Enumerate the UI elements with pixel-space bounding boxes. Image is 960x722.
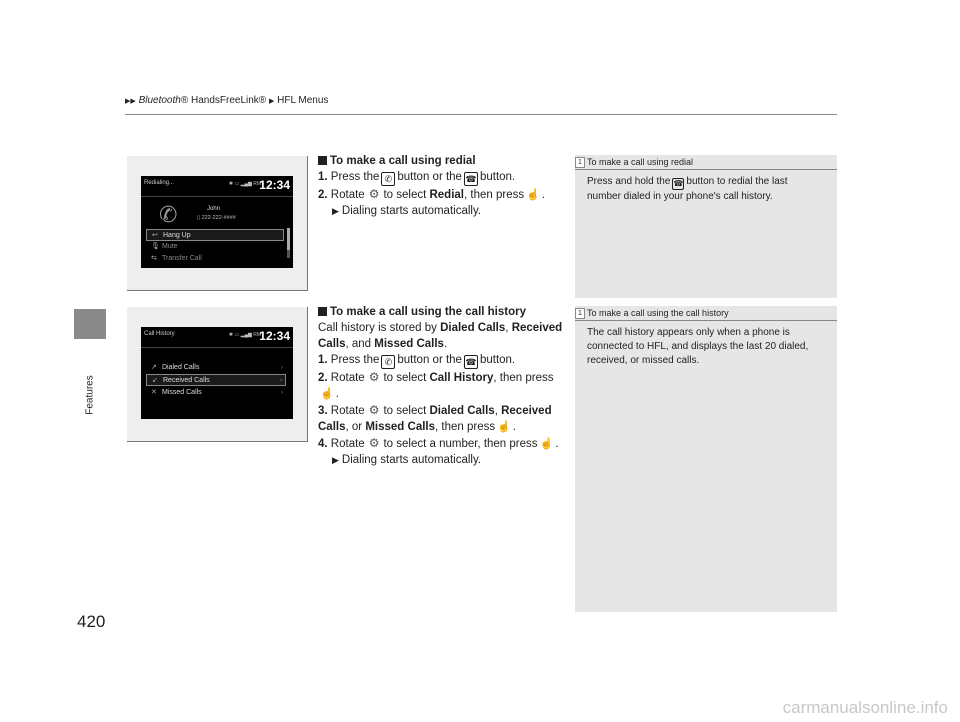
redial-screen: [141, 176, 293, 268]
selector-knob-rotate-icon: ⚙: [368, 403, 380, 417]
redial-result: ▶ Dialing starts automatically.: [332, 205, 482, 217]
breadcrumb: [125, 95, 328, 106]
call-history-screen: [141, 327, 293, 419]
section-tab-label: Features: [84, 375, 96, 415]
mobile-icon: ▯: [197, 215, 202, 221]
selector-knob-press-icon: ☝: [526, 189, 540, 201]
screen-title: Call History: [144, 331, 175, 337]
option-transfer-call[interactable]: [146, 253, 284, 265]
call-history-step-4: 4. Rotate ⚙ to select a number, then press ☝ .: [318, 436, 559, 450]
option-label: Received Calls: [163, 377, 210, 384]
call-history-note: [575, 306, 837, 612]
breadcrumb-bluetooth[interactable]: Bluetooth: [138, 95, 181, 106]
contact-number-text: 222-222-####: [201, 215, 236, 221]
missed-call-icon: ✕: [151, 389, 157, 396]
call-history-screenshot-frame: [127, 307, 308, 442]
chevron-right-icon: ›: [280, 378, 282, 384]
status-separator: [141, 347, 293, 348]
selector-knob-rotate-icon: ⚙: [368, 436, 380, 450]
breadcrumb-hfl[interactable]: ® HandsFreeLink®: [180, 95, 267, 106]
option-label: Hang Up: [163, 232, 191, 239]
call-history-instructions: [318, 304, 568, 468]
phone-button-icon: ☎: [673, 179, 684, 188]
mute-icon: 🎙: [151, 243, 160, 250]
bluetooth-signal-icon: ✱ ▭ ▂▄▆ RM: [228, 181, 261, 187]
option-label: Mute: [162, 243, 178, 250]
chevron-right-icon: ›: [281, 365, 283, 371]
watermark: carmanualsonline.info: [782, 698, 948, 717]
selector-knob-rotate-icon: ⚙: [368, 370, 380, 384]
dialed-call-icon: ↗: [151, 364, 157, 371]
call-history-step-3: 3. Rotate ⚙ to select Dialed Calls, Received Calls, or Missed Calls, then press ☝ .: [318, 403, 552, 433]
call-history-step-2: 2. Rotate ⚙ to select Call History, then press☝ .: [318, 370, 554, 400]
pick-up-button-icon: ✆: [381, 355, 395, 369]
selector-knob-press-icon: ☝: [320, 388, 334, 400]
scrollbar[interactable]: [287, 228, 290, 258]
screen-title: Redialing...: [144, 180, 175, 186]
redial-step-1: 1. Press the ✆ button or the ☎ button.: [318, 171, 516, 184]
pick-up-button-icon: ✆: [381, 172, 395, 186]
clock: 12:34: [259, 329, 290, 343]
hang-up-icon: ↩: [152, 232, 158, 239]
transfer-icon: ⇆: [151, 255, 157, 262]
redial-heading: To make a call using redial: [318, 153, 568, 169]
note-body: The call history appears only when a phone is connected to HFL, and displays the last 20 dialed, received, or missed calls.: [587, 327, 809, 366]
breadcrumb-hfl-menus[interactable]: HFL Menus: [277, 95, 329, 106]
phone-handset-icon: ✆: [159, 202, 178, 227]
section-bullet-icon: [318, 307, 327, 316]
option-missed-calls[interactable]: [146, 387, 286, 399]
bluetooth-signal-icon: ✱ ▭ ▂▄▆ RM: [228, 332, 261, 338]
phone-button-icon: ☎: [465, 174, 477, 184]
received-call-icon: ↙: [152, 377, 158, 384]
header-rule: [125, 114, 837, 115]
note-body: Press and hold the ☎ button to redial the last number dialed in your phone's call history.: [587, 176, 788, 202]
selector-knob-press-icon: ☝: [539, 438, 554, 450]
contact-number: [197, 215, 236, 221]
scrollbar-thumb[interactable]: [287, 228, 290, 250]
result-arrow-icon: ▶: [332, 455, 339, 465]
section-tab[interactable]: [68, 355, 112, 435]
status-separator: [141, 196, 293, 197]
result-arrow-icon: ▶: [332, 206, 339, 216]
note-header: 1 To make a call using redial: [575, 155, 837, 170]
call-history-intro: Call history is stored by Dialed Calls, Received Calls, and Missed Calls.: [318, 322, 563, 350]
redial-screenshot-frame: [127, 156, 308, 291]
chevron-right-icon: ›: [281, 390, 283, 396]
call-history-heading: To make a call using the call history: [318, 304, 568, 320]
breadcrumb-arrow-icon: ▶▶: [125, 98, 136, 105]
call-history-result: ▶ Dialing starts automatically.: [332, 454, 482, 466]
phone-button-icon: ☎: [465, 357, 477, 367]
redial-instructions: [318, 153, 568, 219]
note-header: 1 To make a call using the call history: [575, 306, 837, 321]
option-label: Missed Calls: [162, 389, 202, 396]
option-label: Dialed Calls: [162, 364, 200, 371]
redial-step-2: 2. Rotate ⚙ to select Redial, then press ☝ .: [318, 187, 545, 201]
note-icon: 1: [575, 157, 585, 168]
clock: 12:34: [259, 178, 290, 192]
contact-name: John: [207, 206, 221, 212]
option-hang-up[interactable]: [146, 229, 284, 241]
breadcrumb-arrow-icon: ▶: [268, 98, 275, 105]
option-label: Transfer Call: [162, 255, 202, 262]
section-bullet-icon: [318, 156, 327, 165]
note-icon: 1: [575, 308, 585, 319]
redial-note: [575, 155, 837, 298]
status-bar: [141, 176, 293, 196]
selector-knob-press-icon: ☝: [497, 421, 511, 433]
call-history-step-1: 1. Press the ✆ button or the ☎ button.: [318, 354, 516, 367]
option-received-calls[interactable]: [146, 374, 286, 386]
selector-knob-rotate-icon: ⚙: [368, 187, 380, 201]
status-bar: [141, 327, 293, 347]
section-tab-marker: [74, 309, 106, 339]
option-dialed-calls[interactable]: [146, 362, 286, 374]
option-mute[interactable]: [146, 241, 284, 253]
page-number: 420: [77, 612, 106, 631]
